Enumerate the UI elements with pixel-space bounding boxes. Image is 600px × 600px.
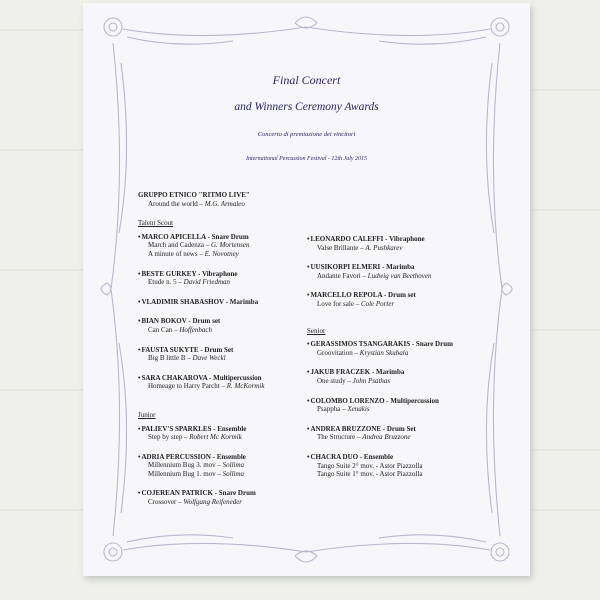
program-entry — [307, 235, 492, 252]
piece-line: Groovitation – Krystian Skubala — [317, 348, 409, 357]
bullet: • — [307, 340, 310, 349]
program-entry — [138, 453, 318, 479]
bullet: • — [138, 269, 141, 278]
piece-title: Around the world — [148, 199, 198, 208]
piece-line: Tango Suite 1° mov. - Astor Piazzolla — [317, 470, 423, 479]
piece-line: Homeage to Harry Parcht – R. McKormik — [148, 382, 265, 391]
piece-line: A minute of news – E. Novotney — [148, 249, 239, 258]
bullet: • — [138, 297, 141, 306]
piece-line: Love for sale – Cole Porter — [317, 299, 395, 308]
piece-line: Big B little B – Dave Weckl — [148, 354, 226, 363]
section-talent-scout: Talent Scout — [138, 219, 174, 228]
piece-line: The Structure – Andrea Bruzzone — [317, 433, 411, 442]
program-entry — [307, 263, 492, 280]
piece-composer: M.G. Armaleo — [204, 199, 245, 208]
piece-line: Valse Brillante – A. Pushkarev — [317, 243, 403, 252]
performer-name: •COJEREAN PATRICK - Snare Drum — [138, 489, 256, 498]
section-junior: Junior — [138, 410, 156, 419]
program-entry — [138, 233, 318, 259]
concert-title: Final Concert — [272, 73, 341, 87]
bullet: • — [138, 489, 141, 498]
piece-line: Millennium Bug 3. mov – Sollima — [148, 461, 245, 470]
performer-name: •CHACRA DUO - Ensemble — [307, 452, 394, 461]
performer-name: •SARA CHAKAROVA - Multipercussion — [138, 373, 262, 382]
program-entry — [307, 340, 492, 357]
program-left-column — [138, 191, 318, 518]
performer-name: •VLADIMIR SHABASHOV - Marimba — [138, 297, 259, 306]
bullet: • — [138, 317, 141, 326]
piece-line: Millennium Bug 1. mov – Sollima — [148, 469, 245, 478]
performer-name: •UUSIKORPI ELMERI - Marimba — [307, 263, 415, 272]
program-entry — [138, 270, 318, 287]
bullet: • — [307, 235, 310, 243]
performer-name: •PALIEV'S SPARKLES - Ensemble — [138, 424, 247, 433]
performer-name: •ANDREA BRUZZONE - Drum Set — [307, 424, 416, 433]
program-entry — [307, 291, 492, 308]
program-entry — [138, 346, 318, 363]
piece-line: Can Can – Hoffenbach — [148, 325, 212, 334]
piece-line: Etude n. 5 – David Friedman — [148, 278, 231, 287]
section-senior: Senior — [307, 326, 326, 335]
performer-name: •MARCELLO REPOLA - Drum set — [307, 291, 416, 300]
italian-subtitle: Concerto di premiazione dei vincitori — [257, 131, 356, 138]
bullet: • — [307, 396, 310, 405]
program-entry — [307, 453, 492, 479]
performer-name: •ADRIA PERCUSSION - Ensemble — [138, 452, 246, 461]
piece-line: March and Cadenza – G. Mortensen — [148, 241, 250, 250]
performer-name: GRUPPO ETNICO "RITMO LIVE" — [138, 191, 250, 199]
performer-name: •BIAN BOKOV - Drum set — [138, 317, 221, 326]
bullet: • — [138, 424, 141, 433]
performer-name: •COLOMBO LORENZO - Multipercussion — [307, 396, 439, 405]
bullet: • — [138, 232, 141, 241]
bullet: • — [307, 452, 310, 461]
program-entry — [138, 317, 318, 334]
program-entry — [307, 397, 492, 414]
bullet: • — [307, 368, 310, 377]
program-right-column — [307, 235, 492, 490]
festival-line: International Percussion Festival - 12th July 2015 — [245, 156, 368, 162]
program-entry — [307, 368, 492, 385]
piece-line: One study – John Psathas — [317, 376, 391, 385]
program-entry — [138, 298, 318, 307]
program-entry — [138, 374, 318, 391]
performer-name: •MARCO APICELLA - Snare Drum — [138, 232, 249, 241]
bullet: • — [138, 345, 141, 354]
program-entry — [138, 489, 318, 506]
performer-name: •BESTE GURKEY - Vibraphone — [138, 269, 238, 278]
program-sheet — [83, 3, 530, 576]
program-entry — [138, 425, 318, 442]
piece-line: Around the world – M.G. Armaleo — [148, 199, 245, 208]
bullet: • — [138, 373, 141, 382]
performer-name: •GERASSIMOS TSANGARAKIS - Snare Drum — [307, 340, 453, 349]
piece-line: Psappha – Xenakis — [317, 405, 370, 414]
performer-name: •LEONARDO CALEFFI - Vibraphone — [307, 235, 425, 243]
concert-subtitle: and Winners Ceremony Awards — [234, 101, 379, 113]
bullet: • — [138, 452, 141, 461]
piece-line: Crossover – Wolfgang Reifeneder — [148, 498, 243, 507]
bullet: • — [307, 291, 310, 300]
bullet: • — [307, 424, 310, 433]
bullet: • — [307, 263, 310, 272]
opening-group — [138, 191, 318, 208]
performer-name: •JAKUB FRACZEK - Marimba — [307, 368, 405, 377]
program-entry — [307, 425, 492, 442]
piece-line: Step by step – Robert Mc Kormik — [148, 433, 242, 442]
performer-name: •FAUSTA SUKYTE - Drum Set — [138, 345, 234, 354]
piece-line: Tango Suite 2° mov. - Astor Piazzolla — [317, 461, 423, 470]
piece-line: Andante Favori – Ludwig van Beethoven — [317, 271, 432, 280]
